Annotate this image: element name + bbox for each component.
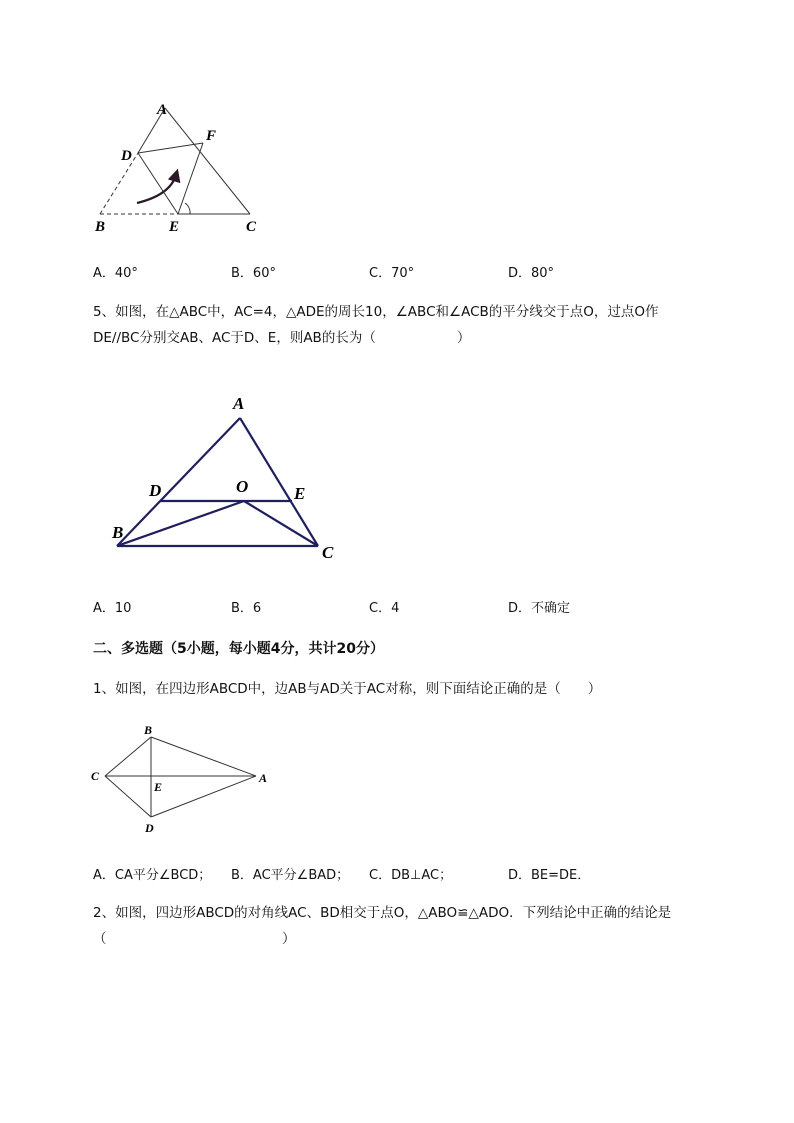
label-c: C [322,543,334,562]
m1-option-a[interactable]: A．CA平分∠BCD； [93,868,212,883]
m2-text-line1: 2、如图，四边形ABCD的对角线AC、BD相交于点O，△ABO≌△ADO．下列结论中正确的结论是 [93,905,672,921]
q4-option-d[interactable]: D．80° [508,266,555,281]
m1-option-b[interactable]: B．AC平分∠BAD； [231,868,350,883]
m1-option-d[interactable]: D．BE=DE． [508,868,591,883]
q4-option-b[interactable]: B．60° [231,266,276,281]
label-c: C [91,769,100,783]
edge-ef [178,143,203,214]
edge-ac [165,108,250,214]
edge-ab [117,418,240,546]
label-o: O [236,477,249,496]
angle-arc [185,203,190,214]
edge-dc [105,776,151,817]
edge-df [138,143,203,153]
label-e: E [154,780,163,794]
label-d: D [121,148,132,164]
fold-arrow-icon [137,175,176,203]
label-f: F [206,128,217,144]
q5-text-line1: 5、如图，在△ABC中，AC=4，△ADE的周长10，∠ABC和∠ACB的平分线交于点O，过点O作 [93,304,659,320]
figure-triangle-fold [90,95,275,240]
edge-ac [240,418,318,546]
m2-text-line2: （ ） [93,931,296,947]
figure-kite [88,720,273,840]
label-d: D [145,821,154,835]
section-title-multi-choice: 二、多选题（5小题，每小题4分，共计20分） [93,641,384,657]
q5-option-c[interactable]: C．4 [369,601,400,616]
q4-option-a[interactable]: A．40° [93,266,138,281]
q5-text-line2: DE//BC分别交AB、AC于D、E，则AB的长为（ ） [93,330,471,346]
q5-option-a[interactable]: A．10 [93,601,132,616]
figure-triangle-bisectors [105,390,350,570]
edge-cb [105,737,151,776]
edge-bo [117,501,244,546]
label-c: C [246,219,257,235]
q4-option-c[interactable]: C．70° [369,266,415,281]
m1-text: 1、如图，在四边形ABCD中，边AB与AD关于AC对称，则下面结论正确的是（ ） [93,681,602,697]
label-b: B [112,523,124,542]
edge-ba [151,737,256,776]
q5-option-d[interactable]: D．不确定 [508,601,571,616]
label-a: A [233,394,245,413]
label-a: A [157,102,168,118]
label-b: B [144,723,153,737]
label-a: A [259,771,268,785]
edge-bd-dashed [100,153,138,214]
edge-co [244,501,318,546]
label-d: D [149,481,162,500]
edge-ad [151,776,256,817]
q5-option-b[interactable]: B．6 [231,601,262,616]
label-b: B [95,219,106,235]
m1-option-c[interactable]: C．DB⊥AC； [369,868,453,883]
label-e: E [294,484,306,503]
label-e: E [169,219,180,235]
